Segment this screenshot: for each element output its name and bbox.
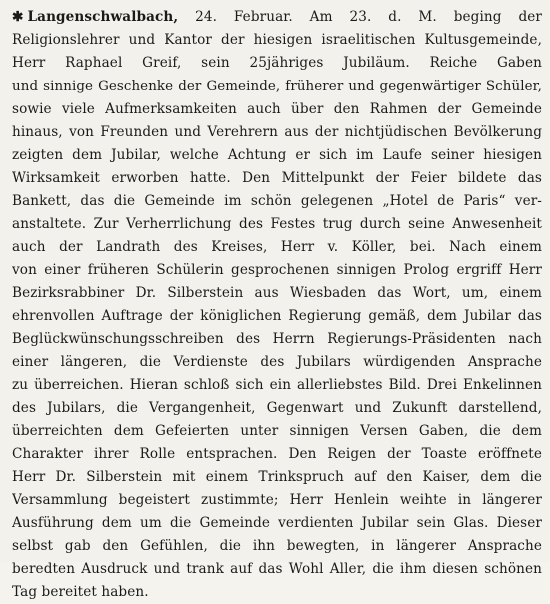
news-article <box>12 6 542 604</box>
article-line: Bezirksrabbiner Dr. Silberstein aus Wiesbaden das Wort, um, einem <box>12 285 542 301</box>
dateline-place: Langenschwalbach, <box>27 9 179 25</box>
article-line: sowie viele Aufmerksamkeiten auch über den Rahmen der Gemeinde <box>12 101 542 117</box>
article-line: Bankett, das die Gemeinde im schön gelegenen „Hotel de Paris“ ver- <box>12 193 542 209</box>
article-line: beredten Ausdruck und trank auf das Wohl Aller, die ihm diesen schönen <box>12 561 542 577</box>
article-line: zeigten dem Jubilar, welche Achtung er sich im Laufe seiner hiesigen <box>12 147 542 163</box>
article-line: und sinnige Geschenke der Gemeinde, früherer und gegenwärtiger Schüler, <box>12 79 542 94</box>
article-line: auch der Landrath des Kreises, Herr v. Köller, bei. Nach einem <box>12 239 542 255</box>
article-line: Herr Dr. Silberstein mit einem Trinkspruch auf den Kaiser, dem die <box>12 469 542 485</box>
article-line: Herr Raphael Greif, sein 25jähriges Jubiläum. Reiche Gaben <box>12 55 542 71</box>
article-line: Versammlung begeistert zustimmte; Herr Henlein weihte in längerer <box>12 492 542 508</box>
article-line: von einer früheren Schülerin gesprochenen sinnigen Prolog ergriff Herr <box>12 262 542 278</box>
article-line: Religionslehrer und Kantor der hiesigen israelitischen Kultusgemeinde, <box>12 32 542 48</box>
article-line: selbst gab den Gefühlen, die ihn bewegten, in längerer Ansprache <box>12 538 542 554</box>
article-line: einer längeren, die Verdienste des Jubilars würdigenden Ansprache <box>12 354 542 370</box>
asterisk-mark-icon: ✱ <box>12 9 24 25</box>
article-line: Beglückwünschungsschreiben des Herrn Regierungs-Präsidenten nach <box>12 331 542 347</box>
article-line: des Jubilars, die Vergangenheit, Gegenwart und Zukunft darstellend, <box>12 400 542 416</box>
dateline-rest: 24. Februar. Am 23. d. M. beging der <box>195 9 542 25</box>
article-line: ehrenvollen Auftrage der königlichen Regierung gemäß, dem Jubilar das <box>12 308 542 324</box>
article-line: hinaus, von Freunden und Verehrern aus der nichtjüdischen Bevölkerung <box>12 124 542 140</box>
article-line: zu überreichen. Hieran schloß sich ein allerliebstes Bild. Drei Enkelinnen <box>12 377 542 393</box>
article-line: anstaltete. Zur Verherrlichung des Festes trug durch seine Anwesenheit <box>12 216 542 232</box>
article-line: Wirksamkeit erworben hatte. Den Mittelpunkt der Feier bildete das <box>12 170 542 186</box>
article-line: überreichten dem Gefeierten unter sinnigen Versen Gaben, die dem <box>12 423 542 439</box>
article-line: Charakter ihrer Rolle entsprachen. Den Reigen der Toaste eröffnete <box>12 446 542 462</box>
article-line: Ausführung dem um die Gemeinde verdienten Jubilar sein Glas. Dieser <box>12 515 542 531</box>
article-line-1 <box>12 6 542 29</box>
article-last-line: Tag bereitet haben. <box>12 584 149 600</box>
